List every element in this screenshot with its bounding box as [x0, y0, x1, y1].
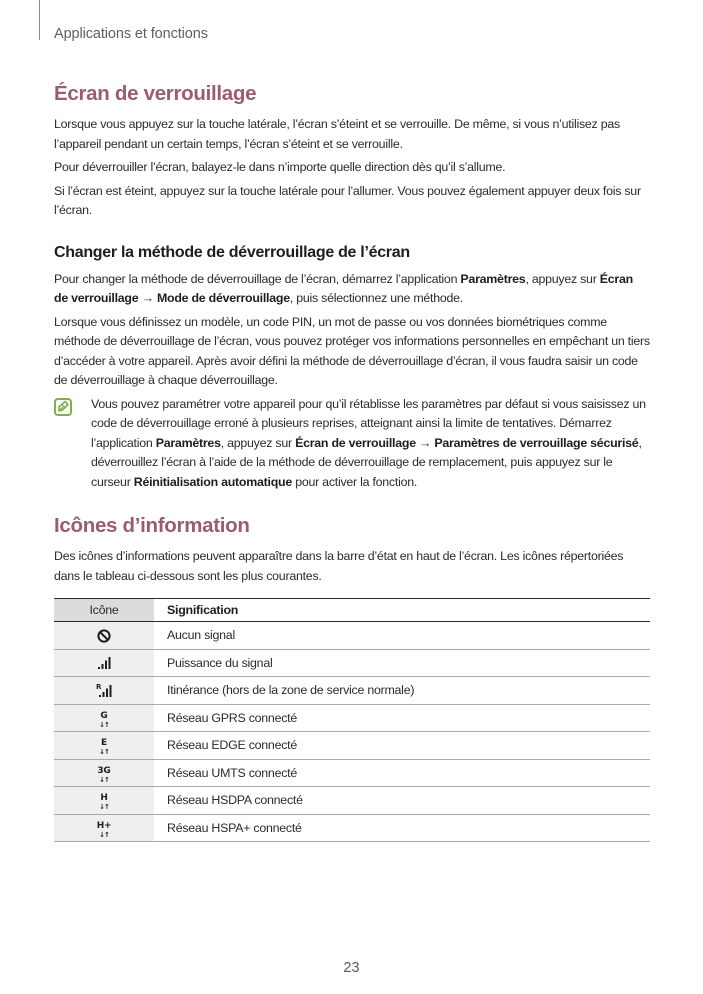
paragraph-change-method-steps: [54, 270, 650, 309]
note-text: [91, 395, 650, 493]
row-meaning: Réseau HSPA+ connecté: [167, 820, 302, 835]
note-pencil-icon: [54, 398, 72, 416]
header-side-rule: [39, 0, 40, 40]
paragraph: Lorsque vous appuyez sur la touche latérale, l’écran s’éteint et se verrouille. De même, si vous n’utilisez pas l’appareil pendant un certain temps, l’écran s’éteint et se verrouille.: [54, 117, 620, 151]
table-row: [54, 704, 650, 732]
menu-term-lock-screen: Écran de verrouillage: [295, 435, 416, 450]
table-row: [54, 787, 650, 815]
paragraph: Lorsque vous définissez un modèle, un code PIN, un mot de passe ou vos données biométriques comme méthode de déverrouillage de l’écran, vous pouvez protéger vos informations personnelles en empêchant un tiers d’accéder à votre appareil. Après avoir défini la méthode de déverrouillage d’écran, il vous faudra saisir un code de déverrouillage à chaque déverrouillage.: [54, 314, 650, 387]
menu-term-secure-lock-settings: Paramètres de verrouillage sécurisé: [434, 435, 639, 450]
table-row: [54, 649, 650, 677]
text: pour activer la fonction.: [292, 474, 418, 489]
text: , appuyez sur: [525, 271, 600, 286]
row-meaning: Réseau HSDPA connecté: [167, 793, 303, 808]
paragraph: Des icônes d’informations peuvent apparaître dans la barre d’état en haut de l’écran. Les icônes répertoriées dans le tableau ci-dessous sont les plus courantes.: [54, 549, 624, 583]
table-row: [54, 677, 650, 705]
menu-term-settings: Paramètres: [460, 271, 526, 286]
row-meaning: Réseau UMTS connecté: [167, 765, 297, 780]
table-header-row: [54, 599, 650, 622]
menu-term-lock-screen: Écran de verrouillage: [54, 271, 633, 305]
text: Pour changer la méthode de déverrouillage de l’écran, démarrez l’application: [54, 271, 461, 286]
row-meaning: Itinérance (hors de la zone de service normale): [167, 683, 415, 698]
roaming-signal-icon: [96, 682, 112, 698]
note-box: [54, 395, 650, 493]
table-row: [54, 622, 650, 650]
lock-screen-section: [54, 80, 650, 492]
page-number: 23: [343, 960, 360, 976]
signal-strength-icon: [97, 656, 111, 670]
text: , déverrouillez l’écran à l’aide de la méthode de déverrouillage de remplacement, puis appuyez sur le curseur: [91, 435, 642, 489]
info-icons-section: [54, 512, 650, 842]
svg-text:R: R: [96, 683, 102, 692]
text: , appuyez sur: [220, 435, 296, 450]
icon-table: [54, 598, 650, 842]
section-title-info-icons: Icônes d’information: [54, 514, 250, 537]
menu-term-settings: Paramètres: [155, 435, 221, 450]
column-header-icon: Icône: [54, 599, 154, 622]
row-meaning: Réseau EDGE connecté: [167, 738, 297, 753]
text: , puis sélectionnez une méthode.: [289, 291, 464, 305]
menu-term-unlock-mode: Mode de déverrouillage: [156, 291, 290, 305]
subsection-title-change-method: Changer la méthode de déverrouillage de l’écran: [54, 243, 410, 261]
page-content: [54, 80, 650, 842]
arrow-separator: →: [138, 291, 157, 305]
paragraph: Si l’écran est éteint, appuyez sur la touche latérale pour l’allumer. Vous pouvez également appuyer deux fois sur l’écran.: [54, 183, 641, 217]
umts-network-icon: 3G ↓↑: [97, 765, 111, 784]
hspa-plus-network-icon: H+ ↓↑: [96, 820, 112, 839]
running-header: Applications et fonctions: [54, 26, 208, 42]
hsdpa-network-icon: H ↓↑: [99, 793, 109, 812]
paragraph: Pour déverrouiller l’écran, balayez-le dans n’importe quelle direction dès qu’il s’allume.: [54, 160, 506, 174]
table-row: [54, 814, 650, 842]
row-meaning: Réseau GPRS connecté: [167, 710, 297, 725]
gprs-network-icon: G ↓↑: [99, 710, 109, 729]
row-meaning: Puissance du signal: [167, 655, 273, 670]
table-row: [54, 759, 650, 787]
row-meaning: Aucun signal: [167, 628, 235, 643]
section-title-lock-screen: Écran de verrouillage: [54, 82, 257, 105]
no-signal-icon: [97, 629, 111, 643]
arrow-separator: →: [415, 435, 435, 450]
column-header-meaning: Signification: [167, 603, 239, 617]
text: Vous pouvez paramétrer votre appareil pour qu’il rétablisse les paramètres par défaut si vous saisissez un code de déverrouillage erroné à plusieurs reprises, atteignant ainsi la limite de tentatives. Démarrez l’application: [91, 396, 646, 450]
edge-network-icon: E ↓↑: [99, 738, 109, 757]
menu-term-auto-factory-reset: Réinitialisation automatique: [133, 474, 292, 489]
table-row: [54, 732, 650, 760]
